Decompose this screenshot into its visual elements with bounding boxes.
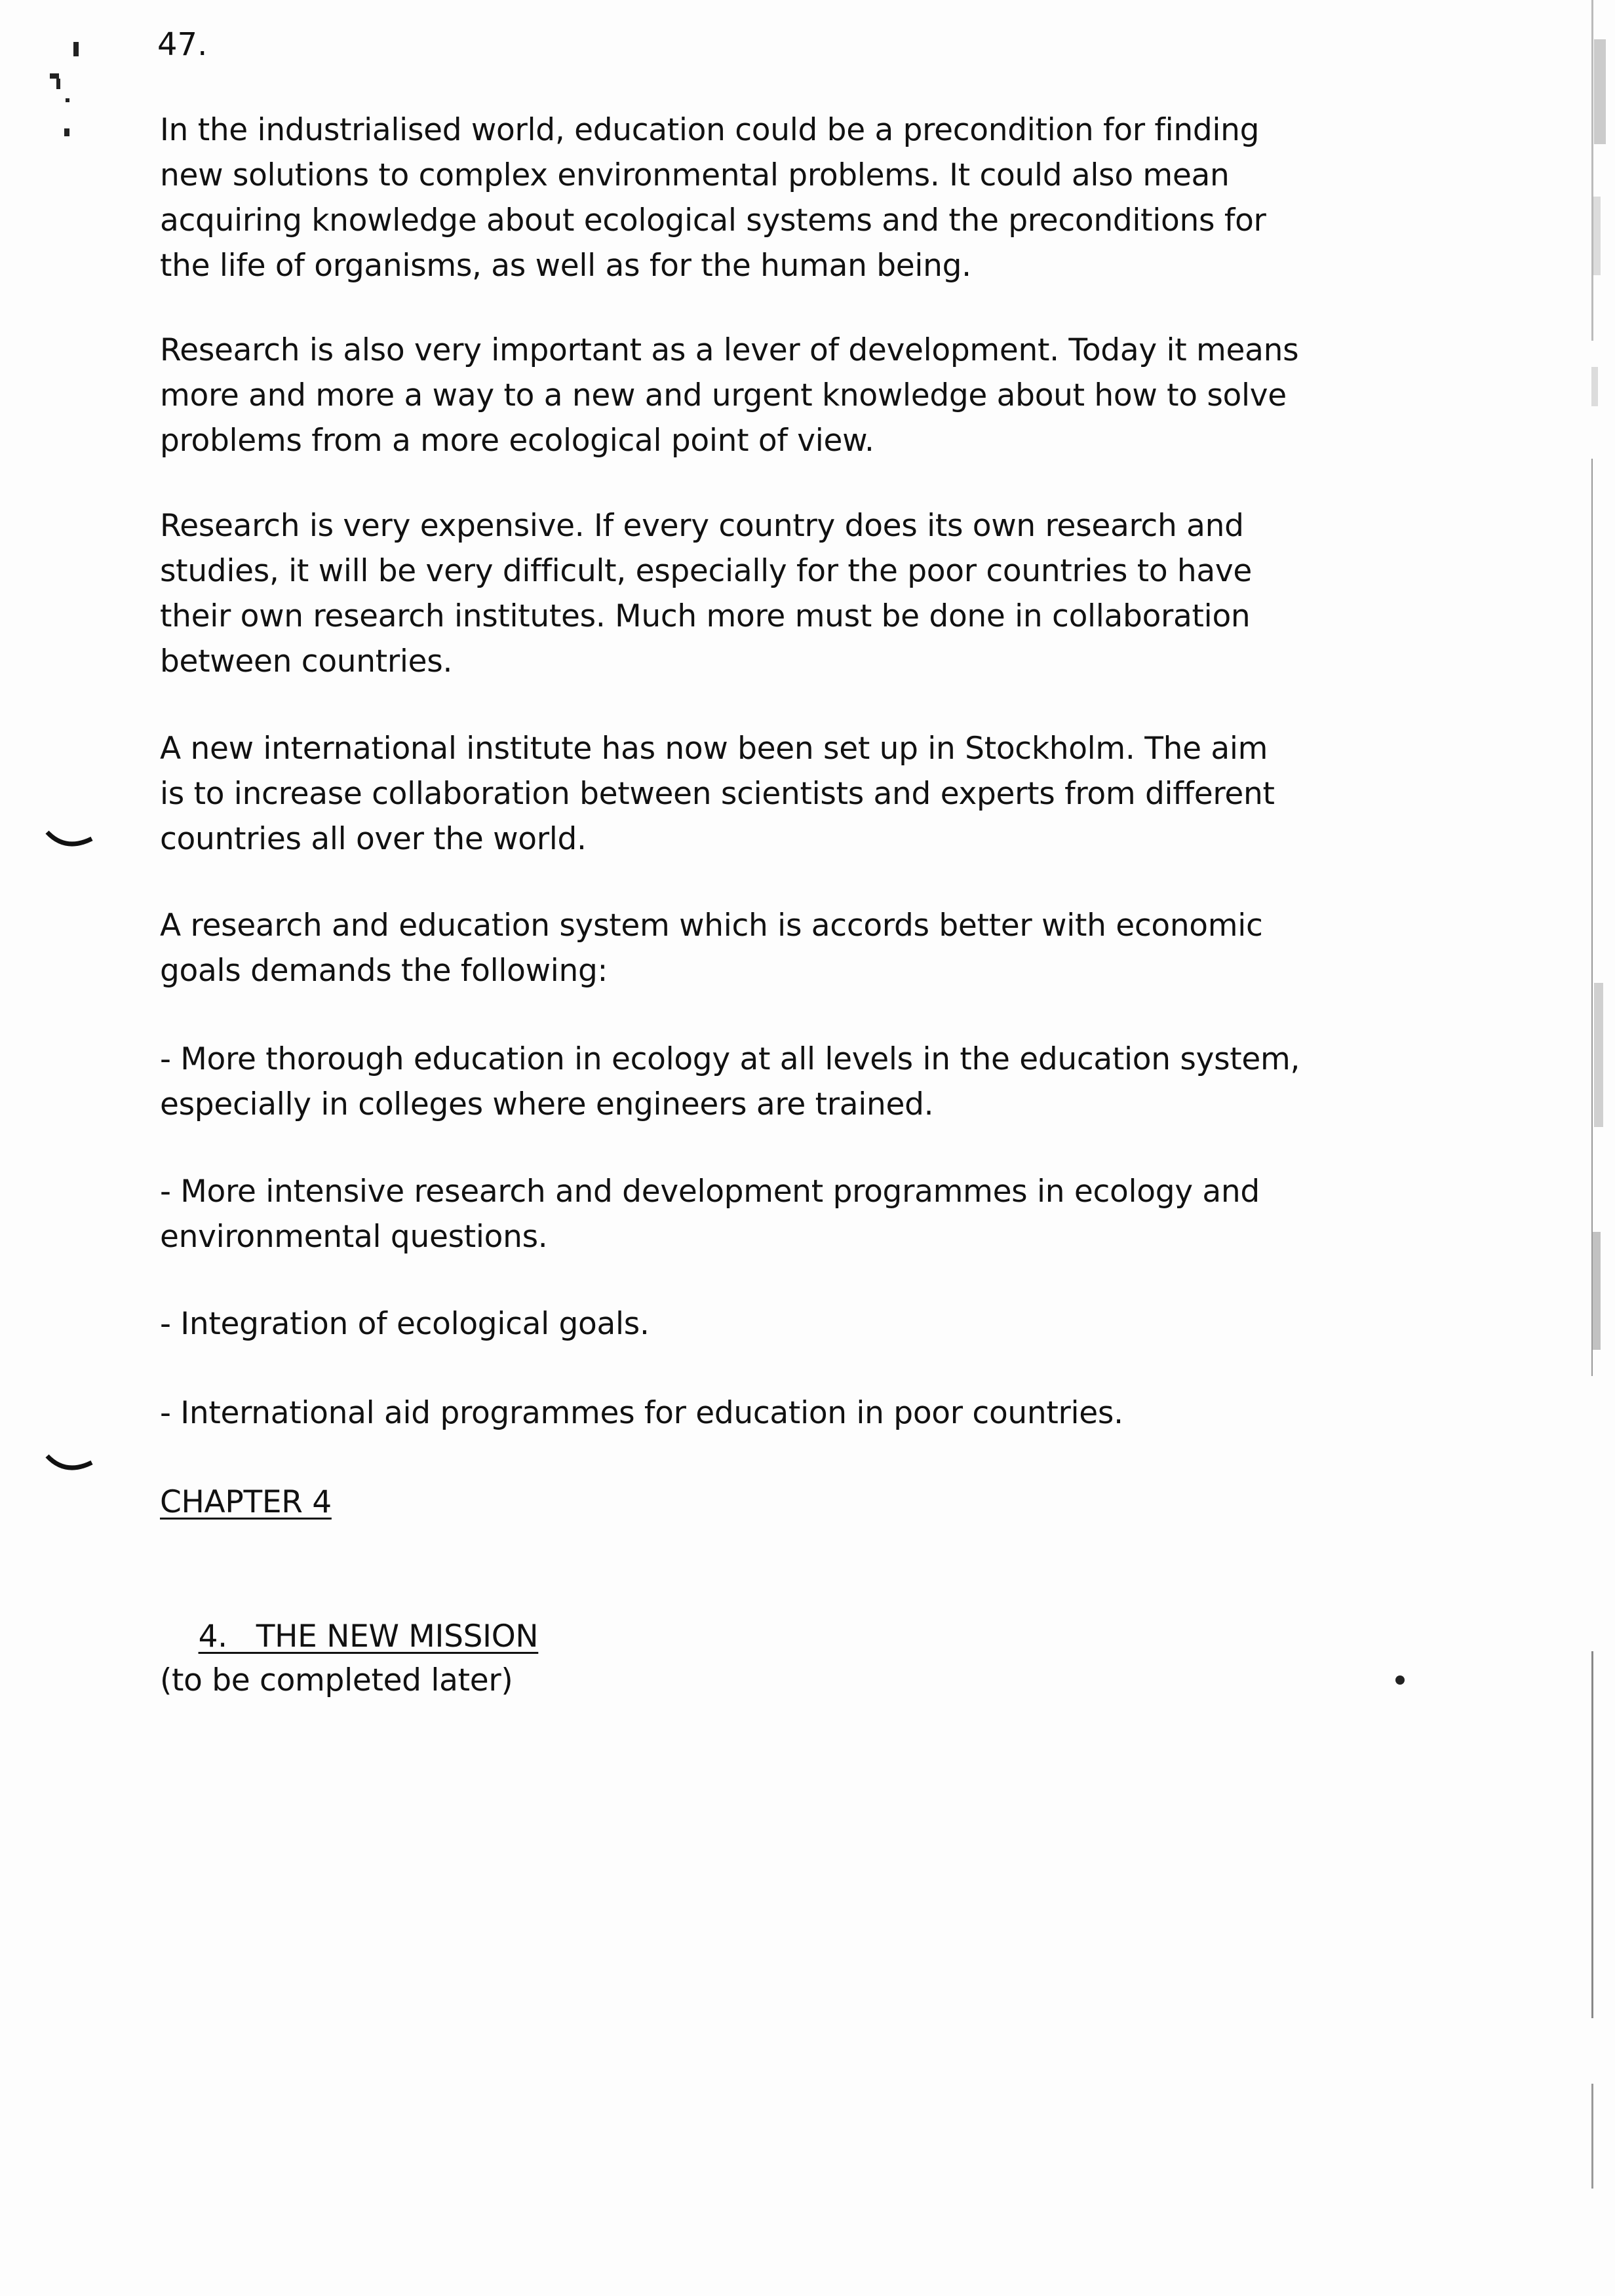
bullet-text: - More intensive research and development programmes in ecology and environmental questions.: [160, 1174, 1260, 1255]
paragraph-text: Research is very expensive. If every country does its own research and studies, it will be very difficult, especially for the poor countries to have their own research institutes. Much more must be done in collaboration between countries.: [160, 508, 1253, 679]
paragraph: [160, 328, 1333, 463]
paragraph: [160, 903, 1333, 993]
chapter-note: [160, 1658, 1333, 1703]
bullet-text: - International aid programmes for education in poor countries.: [160, 1395, 1123, 1431]
bullet-item: [160, 1037, 1333, 1127]
bullet-text: - More thorough education in ecology at all levels in the education system, especially in colleges where engineers are trained.: [160, 1041, 1300, 1122]
chapter-heading-text: CHAPTER 4: [160, 1484, 332, 1520]
page-number: 47.: [157, 26, 208, 63]
chapter-note-text: (to be completed later): [160, 1662, 513, 1698]
margin-bracket-mark: [47, 1456, 92, 1468]
paragraph-text: In the industrialised world, education could be a precondition for finding new solutions to complex environmental problems. It could also mean acquiring knowledge about ecological systems and the preconditions for the life of organisms, as well as for the human being.: [160, 112, 1266, 284]
paragraph-text: Research is also very important as a lever of development. Today it means more and more a way to a new and urgent knowledge about how to solve problems from a more ecological point of view.: [160, 332, 1299, 459]
margin-bracket-mark: [47, 832, 92, 844]
section-title-text: 4. THE NEW MISSION: [198, 1618, 539, 1655]
bullet-item: [160, 1169, 1333, 1259]
bullet-item: [160, 1390, 1333, 1436]
margin-mark: [64, 128, 69, 136]
scan-edge-noise: [1589, 0, 1615, 2296]
stray-dot-mark: [1392, 1672, 1408, 1688]
chapter-heading: [160, 1480, 1333, 1525]
margin-marks: [0, 0, 131, 1573]
bullet-item: [160, 1301, 1333, 1347]
paragraph: [160, 726, 1333, 862]
paragraph: [160, 503, 1333, 684]
margin-mark: [56, 79, 60, 89]
paragraph: [160, 107, 1333, 288]
margin-mark: [73, 42, 79, 56]
bullet-text: - Integration of ecological goals.: [160, 1306, 650, 1342]
paragraph-text: A new international institute has now been set up in Stockholm. The aim is to increase collaboration between scientists and experts from different countries all over the world.: [160, 731, 1275, 857]
margin-mark: [50, 73, 59, 79]
paragraph-text: A research and education system which is accords better with economic goals demands the following:: [160, 908, 1263, 989]
margin-mark: [66, 98, 69, 102]
